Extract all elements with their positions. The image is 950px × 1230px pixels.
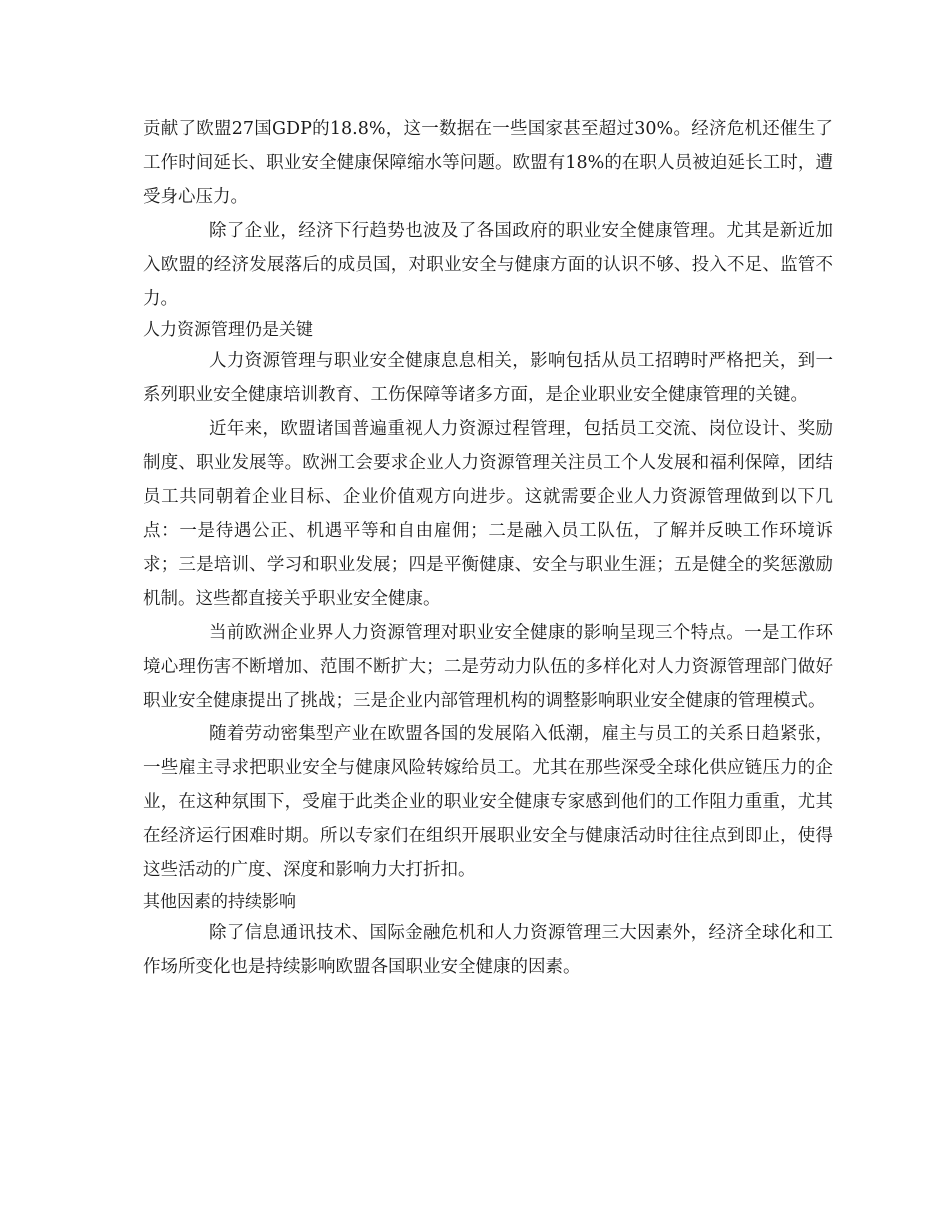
paragraph-other-factors: 除了信息通讯技术、国际金融危机和人力资源管理三大因素外，经济全球化和工作场所变化也是持续影响欧盟各国职业安全健康的因素。 xyxy=(143,922,833,977)
paragraph-government-impact: 除了企业，经济下行趋势也波及了各国政府的职业安全健康管理。尤其是新近加入欧盟的经济发展落后的成员国，对职业安全与健康方面的认识不够、投入不足、监管不力。 xyxy=(143,220,833,309)
paragraph-hr-process: 近年来，欧盟诸国普遍重视人力资源过程管理，包括员工交流、岗位设计、奖励制度、职业发展等。欧洲工会要求企业人力资源管理关注员工个人发展和福利保障，团结员工共同朝着企业目标、企业价值观方向进步。这就需要企业人力资源管理做到以下几点：一是待遇公正、机遇平等和自由雇佣；二是融入员工队伍，了解并反映工作环境诉求；三是培训、学习和职业发展；四是平衡健康、安全与职业生涯；五是健全的奖惩激励机制。这些都直接关乎职业安全健康。 xyxy=(143,419,833,609)
section-heading-other-factors: 其他因素的持续影响 xyxy=(143,891,296,912)
document-body xyxy=(143,113,833,985)
paragraph-hr-relation: 人力资源管理与职业安全健康息息相关，影响包括从员工招聘时严格把关，到一系列职业安全健康培训教育、工伤保障等诸多方面，是企业职业安全健康管理的关键。 xyxy=(143,351,833,406)
section-heading-hr-management: 人力资源管理仍是关键 xyxy=(143,320,313,341)
paragraph-hr-features: 当前欧洲企业界人力资源管理对职业安全健康的影响呈现三个特点。一是工作环境心理伤害不断增加、范围不断扩大；二是劳动力队伍的多样化对人力资源管理部门做好职业安全健康提出了挑战；三是企业内部管理机构的调整影响职业安全健康的管理模式。 xyxy=(143,622,833,711)
paragraph-gdp-contribution: 贡献了欧盟27国GDP的18.8%，这一数据在一些国家甚至超过30%。经济危机还催生了工作时间延长、职业安全健康保障缩水等问题。欧盟有18%的在职人员被迫延长工时，遭受身心压力。 xyxy=(143,119,833,207)
paragraph-employer-relations: 随着劳动密集型产业在欧盟各国的发展陷入低潮，雇主与员工的关系日趋紧张，一些雇主寻求把职业安全与健康风险转嫁给员工。尤其在那些深受全球化供应链压力的企业，在这种氛围下，受雇于此类企业的职业安全健康专家感到他们的工作阻力重重，尤其在经济运行困难时期。所以专家们在组织开展职业安全与健康活动时往往点到即止，使得这些活动的广度、深度和影响力大打折扣。 xyxy=(143,724,833,881)
